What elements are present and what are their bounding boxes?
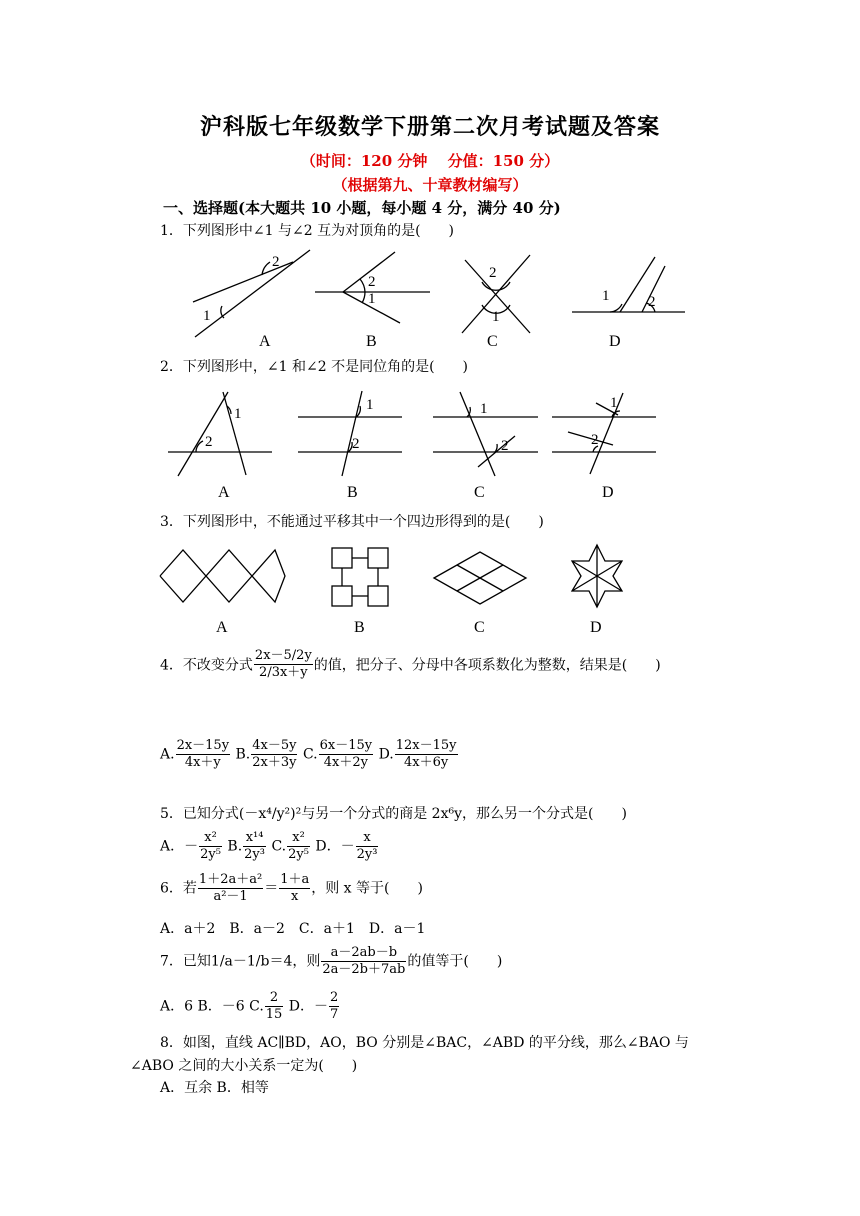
q4-opt-a-num: 2x－15y: [176, 738, 230, 753]
question-4: [160, 650, 661, 681]
q4-opt-b-den: 2x＋3y: [252, 755, 297, 770]
q4-opt-a-label: A.: [160, 746, 175, 763]
q5-options: [160, 830, 379, 863]
q3-label-b: B: [354, 619, 365, 636]
question-2: 2．下列图形中，∠1 和∠2 不是同位角的是( ): [160, 359, 469, 375]
q2c-angle2: 2: [501, 438, 509, 454]
q7-mid: ，则: [292, 953, 321, 970]
q7-opt-d-num: 2: [330, 990, 339, 1005]
q1a-angle1: 1: [203, 308, 211, 324]
q4-prefix: 4．不改变分式: [160, 657, 253, 674]
q7-opt-c-num: 2: [265, 990, 284, 1007]
q6-lhs-num: 1＋2a＋a²: [198, 872, 263, 887]
q5-opt-b-den: 2y³: [244, 847, 265, 862]
q4-frac-num: 2x－5/2y: [254, 648, 312, 663]
q1-label-d: D: [609, 333, 621, 350]
q5-opt-a-label: A．－: [160, 838, 199, 855]
q2a-angle1: 1: [234, 406, 242, 422]
q7-frac-num: a－2ab－b: [321, 945, 406, 962]
q4-suffix: 的值，把分子、分母中各项系数化为整数，结果是( ): [313, 657, 661, 674]
q1-label-c: C: [487, 333, 498, 350]
q3-label-a: A: [216, 619, 228, 636]
question-5: [160, 803, 627, 823]
section-heading: 一、选择题(本大题共 10 小题，每小题 4 分，满分 40 分): [163, 199, 561, 217]
q8-options: A．互余 B．相等: [160, 1080, 269, 1096]
q4-frac-den: 2/3x＋y: [259, 665, 308, 680]
q1-label-b: B: [366, 333, 377, 350]
q2-label-b: B: [347, 484, 358, 501]
q2d-angle2: 2: [591, 432, 599, 448]
q5-opt-d-label: D．－: [315, 838, 355, 855]
q7-prefix: 7．已知: [160, 953, 211, 970]
q5-opt-a-den: 2y⁵: [200, 847, 221, 862]
q4-opt-c-den: 4x＋2y: [323, 755, 368, 770]
q5-opt-b-label: B.: [227, 838, 243, 855]
q5-opt-b-num: x¹⁴: [243, 830, 266, 847]
q7-opt-d-label: D．－: [288, 998, 329, 1015]
q3-label-c: C: [474, 619, 485, 636]
page-title: 沪科版七年级数学下册第二次月考试题及答案: [199, 114, 660, 140]
exam-scope: （根据第九、十章教材编写）: [332, 176, 528, 194]
q1-label-a: A: [259, 333, 271, 350]
question-1: 1．下列图形中∠1 与∠2 互为对顶角的是( ): [160, 223, 455, 239]
q5-opt-c-den: 2y⁵: [288, 847, 309, 862]
q5-prefix: 5．已知分式: [160, 806, 239, 822]
q4-opt-b-label: B.: [235, 746, 251, 763]
q7-opt-c-den: 15: [265, 1007, 283, 1022]
q2c-angle1: 1: [480, 401, 488, 417]
q2a-angle2: 2: [205, 434, 213, 450]
q2d-angle1: 1: [610, 395, 618, 411]
q2b-angle1: 1: [366, 397, 374, 413]
q7-suffix: 的值等于( ): [407, 953, 503, 970]
q5-opt-a-num: x²: [199, 830, 222, 847]
question-3: 3．下列图形中，不能通过平移其中一个四边形得到的是( ): [160, 514, 544, 530]
q4-opt-d-den: 4x＋6y: [404, 755, 449, 770]
q4-opt-a-den: 4x＋y: [184, 755, 221, 770]
q4-opt-d-num: 12x－15y: [395, 738, 457, 753]
q6-rhs-num: 1＋a: [280, 872, 310, 887]
q1d-angle2: 2: [648, 294, 656, 310]
q6-options: A．a＋2 B．a－2 C．a＋1 D．a－1: [160, 921, 426, 937]
q7-opt-abc: A．6 B．－6 C.: [160, 998, 264, 1015]
q5-expr: (－x⁴/y²)²: [238, 806, 302, 822]
q2-label-c: C: [474, 484, 485, 501]
q4-opt-b-num: 4x－5y: [252, 738, 297, 753]
q6-lhs-den: a²－1: [213, 889, 248, 904]
q7-opt-d-den: 7: [330, 1007, 339, 1022]
q2-label-d: D: [602, 484, 614, 501]
q1b-angle1: 1: [368, 291, 376, 307]
q2b-angle2: 2: [352, 436, 360, 452]
q6-prefix: 6．若: [160, 880, 197, 897]
q6-suffix: ，则 x 等于( ): [311, 880, 423, 897]
q4-opt-c-label: C.: [302, 746, 318, 763]
exam-time-score: （时间：120 分钟 分值：150 分）: [300, 152, 560, 170]
q4-opt-d-label: D.: [378, 746, 394, 763]
q3-label-d: D: [590, 619, 602, 636]
q7-eq: 1/a－1/b＝4: [210, 953, 293, 970]
q1b-angle2: 2: [368, 274, 376, 290]
q4-opt-c-num: 6x－15y: [319, 738, 373, 753]
q5-opt-d-num: x: [356, 830, 379, 847]
q1c-angle1: 1: [492, 309, 500, 325]
q7-options: [160, 990, 340, 1023]
q7-frac-den: 2a－2b＋7ab: [322, 962, 406, 977]
q1d-angle1: 1: [602, 288, 610, 304]
question-6: 6．若 $\frac{\text{1＋2a＋a²}}{\text{a²－1}}$ ＝ $\frac{1+a}{x}$ ，则 x 等于( ): [160, 872, 423, 904]
q6-rhs-den: x: [291, 889, 299, 904]
question-7: [160, 945, 502, 978]
q1c-angle2: 2: [489, 265, 497, 281]
q4-options: [160, 738, 459, 771]
q1a-angle2: 2: [272, 254, 280, 270]
question-8-line2: ∠ABO 之间的大小关系一定为( ): [130, 1058, 358, 1074]
q5-opt-c-label: C.: [271, 838, 287, 855]
q5-suffix: 与另一个分式的商是 2x⁶y，那么另一个分式是( ): [301, 806, 627, 822]
q5-opt-d-den: 2y³: [356, 847, 378, 862]
q5-opt-c-num: x²: [287, 830, 310, 847]
q2-label-a: A: [218, 484, 230, 501]
question-8-line1: 8．如图，直线 AC∥BD，AO，BO 分别是∠BAC，∠ABD 的平分线，那么∠BAO 与: [160, 1035, 689, 1051]
